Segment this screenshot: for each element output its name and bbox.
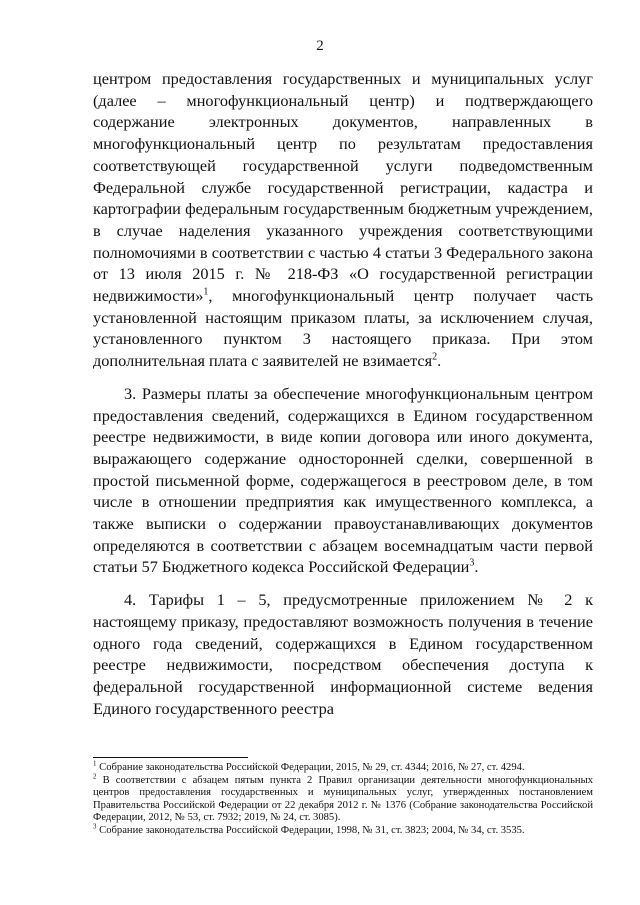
paragraph-continuation <box>93 68 593 372</box>
footnote-number: 1 <box>93 759 97 768</box>
page-number: 2 <box>316 38 324 54</box>
footnote-ref: 2 <box>432 351 438 363</box>
footnote-text: Собрание законодательства Российской Федерации, 1998, № 31, ст. 3823; 2004, № 34, ст. 3535. <box>96 824 525 836</box>
paragraph-text: центром предоставления государственных и муниципальных услуг (далее – многофункциональный центр) и подтверждающего содержание электронных документов, направленных в многофункциональный центр по результатам предоставления соответствующей государственной услуги подведомственным Федеральной службе государственной регистрации, кадастра и картографии федеральным государственным бюджетным учреждением, в случае наделения указанного учреждения соответствующими полномочиями в соответствии с частью 4 статьи 3 Федерального закона от 13 июля 2015 г. № 218-ФЗ «О государственной регистрации недвижимости» <box>93 69 593 306</box>
body-text <box>93 68 593 719</box>
footnote <box>93 822 593 838</box>
paragraph-text: 3. Размеры платы за обеспечение многофункциональным центром предоставления сведений, содержащихся в Едином государственном реестре недвижимости, в виде копии договора или иного документа, выражающего содержание односторонней сделки, совершенной в простой письменной форме, содержащегося в реестровом деле, в том числе в отношении предприятия как имущественного комплекса, а также выписки о содержании правоустанавливающих документов определяются в соответствии с абзацем восемнадцатым части первой статьи 57 Бюджетного кодекса Российской Федерации <box>93 383 593 577</box>
paragraph-text: . <box>474 557 479 577</box>
paragraph-item-4 <box>93 589 593 719</box>
footnote-divider <box>93 757 248 758</box>
paragraph-text: , многофункциональный центр получает часть установленной настоящим приказом платы, за исключением случая, установленного пунктом 3 настоящего приказа. При этом дополнительная плата с заявителей не взимается <box>93 286 593 371</box>
footnote-ref: 1 <box>203 286 209 298</box>
footnote-number: 2 <box>93 772 97 781</box>
footnote-number: 3 <box>93 822 97 831</box>
footnote-ref: 3 <box>469 558 475 570</box>
paragraph-text: 4. Тарифы 1 – 5, предусмотренные приложением № 2 к настоящему приказу, предоставляют возможность получения в течение одного года сведений, содержащихся в Едином государственном реестре недвижимости, посредством обеспечения доступа к федеральной государственной информационной системе ведения Единого государственного реестра <box>93 590 593 718</box>
paragraph-text: . <box>437 351 442 371</box>
footnotes <box>93 759 593 838</box>
footnote-text: Собрание законодательства Российской Федерации, 2015, № 29, ст. 4344; 2016, № 27, ст. 4294. <box>96 762 525 773</box>
footnote <box>93 772 593 825</box>
footnote <box>93 759 593 775</box>
paragraph-item-3 <box>93 383 593 578</box>
footnote-text: В соответствии с абзацем пятым пункта 2 Правил организации деятельности многофункциональных центров предоставления государственных и муниципальных услуг, утвержденных постановлением Правительства Российской Федерации от 22 декабря 2012 г. № 1376 (Собрание законодательства Российской Федерации, 2012, № 53, ст. 7932; 2019, № 24, ст. 3085). <box>93 774 593 824</box>
